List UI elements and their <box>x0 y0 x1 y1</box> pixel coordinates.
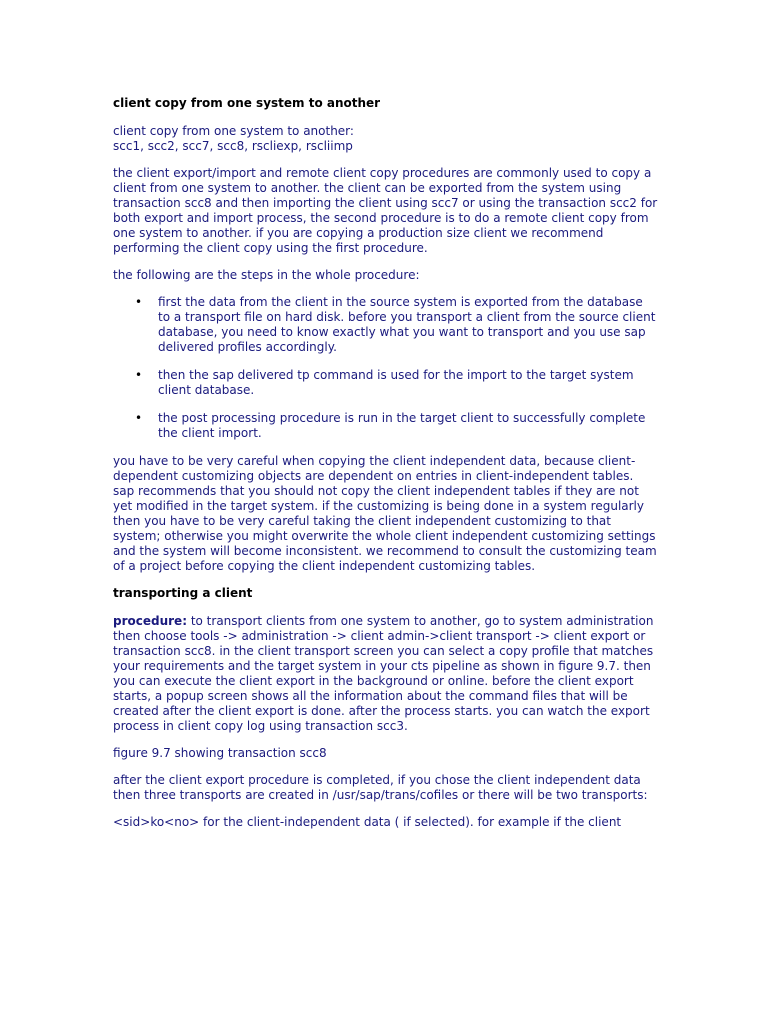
list-item <box>113 411 658 441</box>
list-item <box>113 295 658 355</box>
list-item <box>113 368 658 398</box>
transport-example-paragraph: <sid>ko<no> for the client-independent data ( if selected). for example if the client <box>113 815 622 829</box>
bullet-icon: • <box>135 411 143 425</box>
procedure-paragraph <box>113 614 658 734</box>
document-page <box>113 96 658 842</box>
export-result-paragraph: after the client export procedure is completed, if you chose the client independent data then three transports are created in /usr/sap/trans/cofiles or there will be two transports: <box>113 773 648 802</box>
step-text: then the sap delivered tp command is used for the import to the target system client database. <box>158 368 634 397</box>
bullet-icon: • <box>135 295 143 309</box>
overview-paragraph: the client export/import and remote client copy procedures are commonly used to copy a client from one system to another. the client can be exported from the system using transaction scc8 and then importing the client using scc7 or using the transaction scc2 for both export and import process, the second procedure is to do a remote client copy from one system to another. if you are copying a production size client we recommend performing the client copy using the first procedure. <box>113 166 658 255</box>
procedure-text: to transport clients from one system to another, go to system administration then choose tools -> administration -> client admin->client transport -> client export or transaction scc8. in the client transport screen you can select a copy profile that matches your requirements and the target system in your cts pipeline as shown in figure 9.7. then you can execute the client export in the background or online. before the client export starts, a popup screen shows all the information about the command files that will be created after the client export is done. after the process starts. you can watch the export process in client copy log using transaction scc3. <box>113 614 654 733</box>
step-text: first the data from the client in the source system is exported from the database to a transport file on hard disk. before you transport a client from the source client database, you need to know exactly what you want to transport and you use sap delivered profiles accordingly. <box>158 295 656 354</box>
figure-caption: figure 9.7 showing transaction scc8 <box>113 746 327 760</box>
section-heading: transporting a client <box>113 586 253 600</box>
step-text: the post processing procedure is run in the target client to successfully complete the client import. <box>158 411 646 440</box>
steps-list <box>113 295 658 441</box>
steps-intro: the following are the steps in the whole procedure: <box>113 268 420 282</box>
caution-paragraph: you have to be very careful when copying the client independent data, because client-dependent customizing objects are dependent on entries in client-independent tables. sap recommends that you should not copy the client independent tables if they are not yet modified in the target system. if the customizing is being done in a system regularly then you have to be very careful taking the client independent customizing to that system; otherwise you might overwrite the whole client independent customizing settings and the system will become inconsistent. we recommend to consult the customizing team of a project before copying the client independent customizing tables. <box>113 454 657 573</box>
procedure-label: procedure: <box>113 614 187 628</box>
bullet-icon: • <box>135 368 143 382</box>
intro-paragraph: client copy from one system to another: scc1, scc2, scc7, scc8, rscliexp, rscliimp <box>113 124 354 153</box>
document-title: client copy from one system to another <box>113 96 381 110</box>
